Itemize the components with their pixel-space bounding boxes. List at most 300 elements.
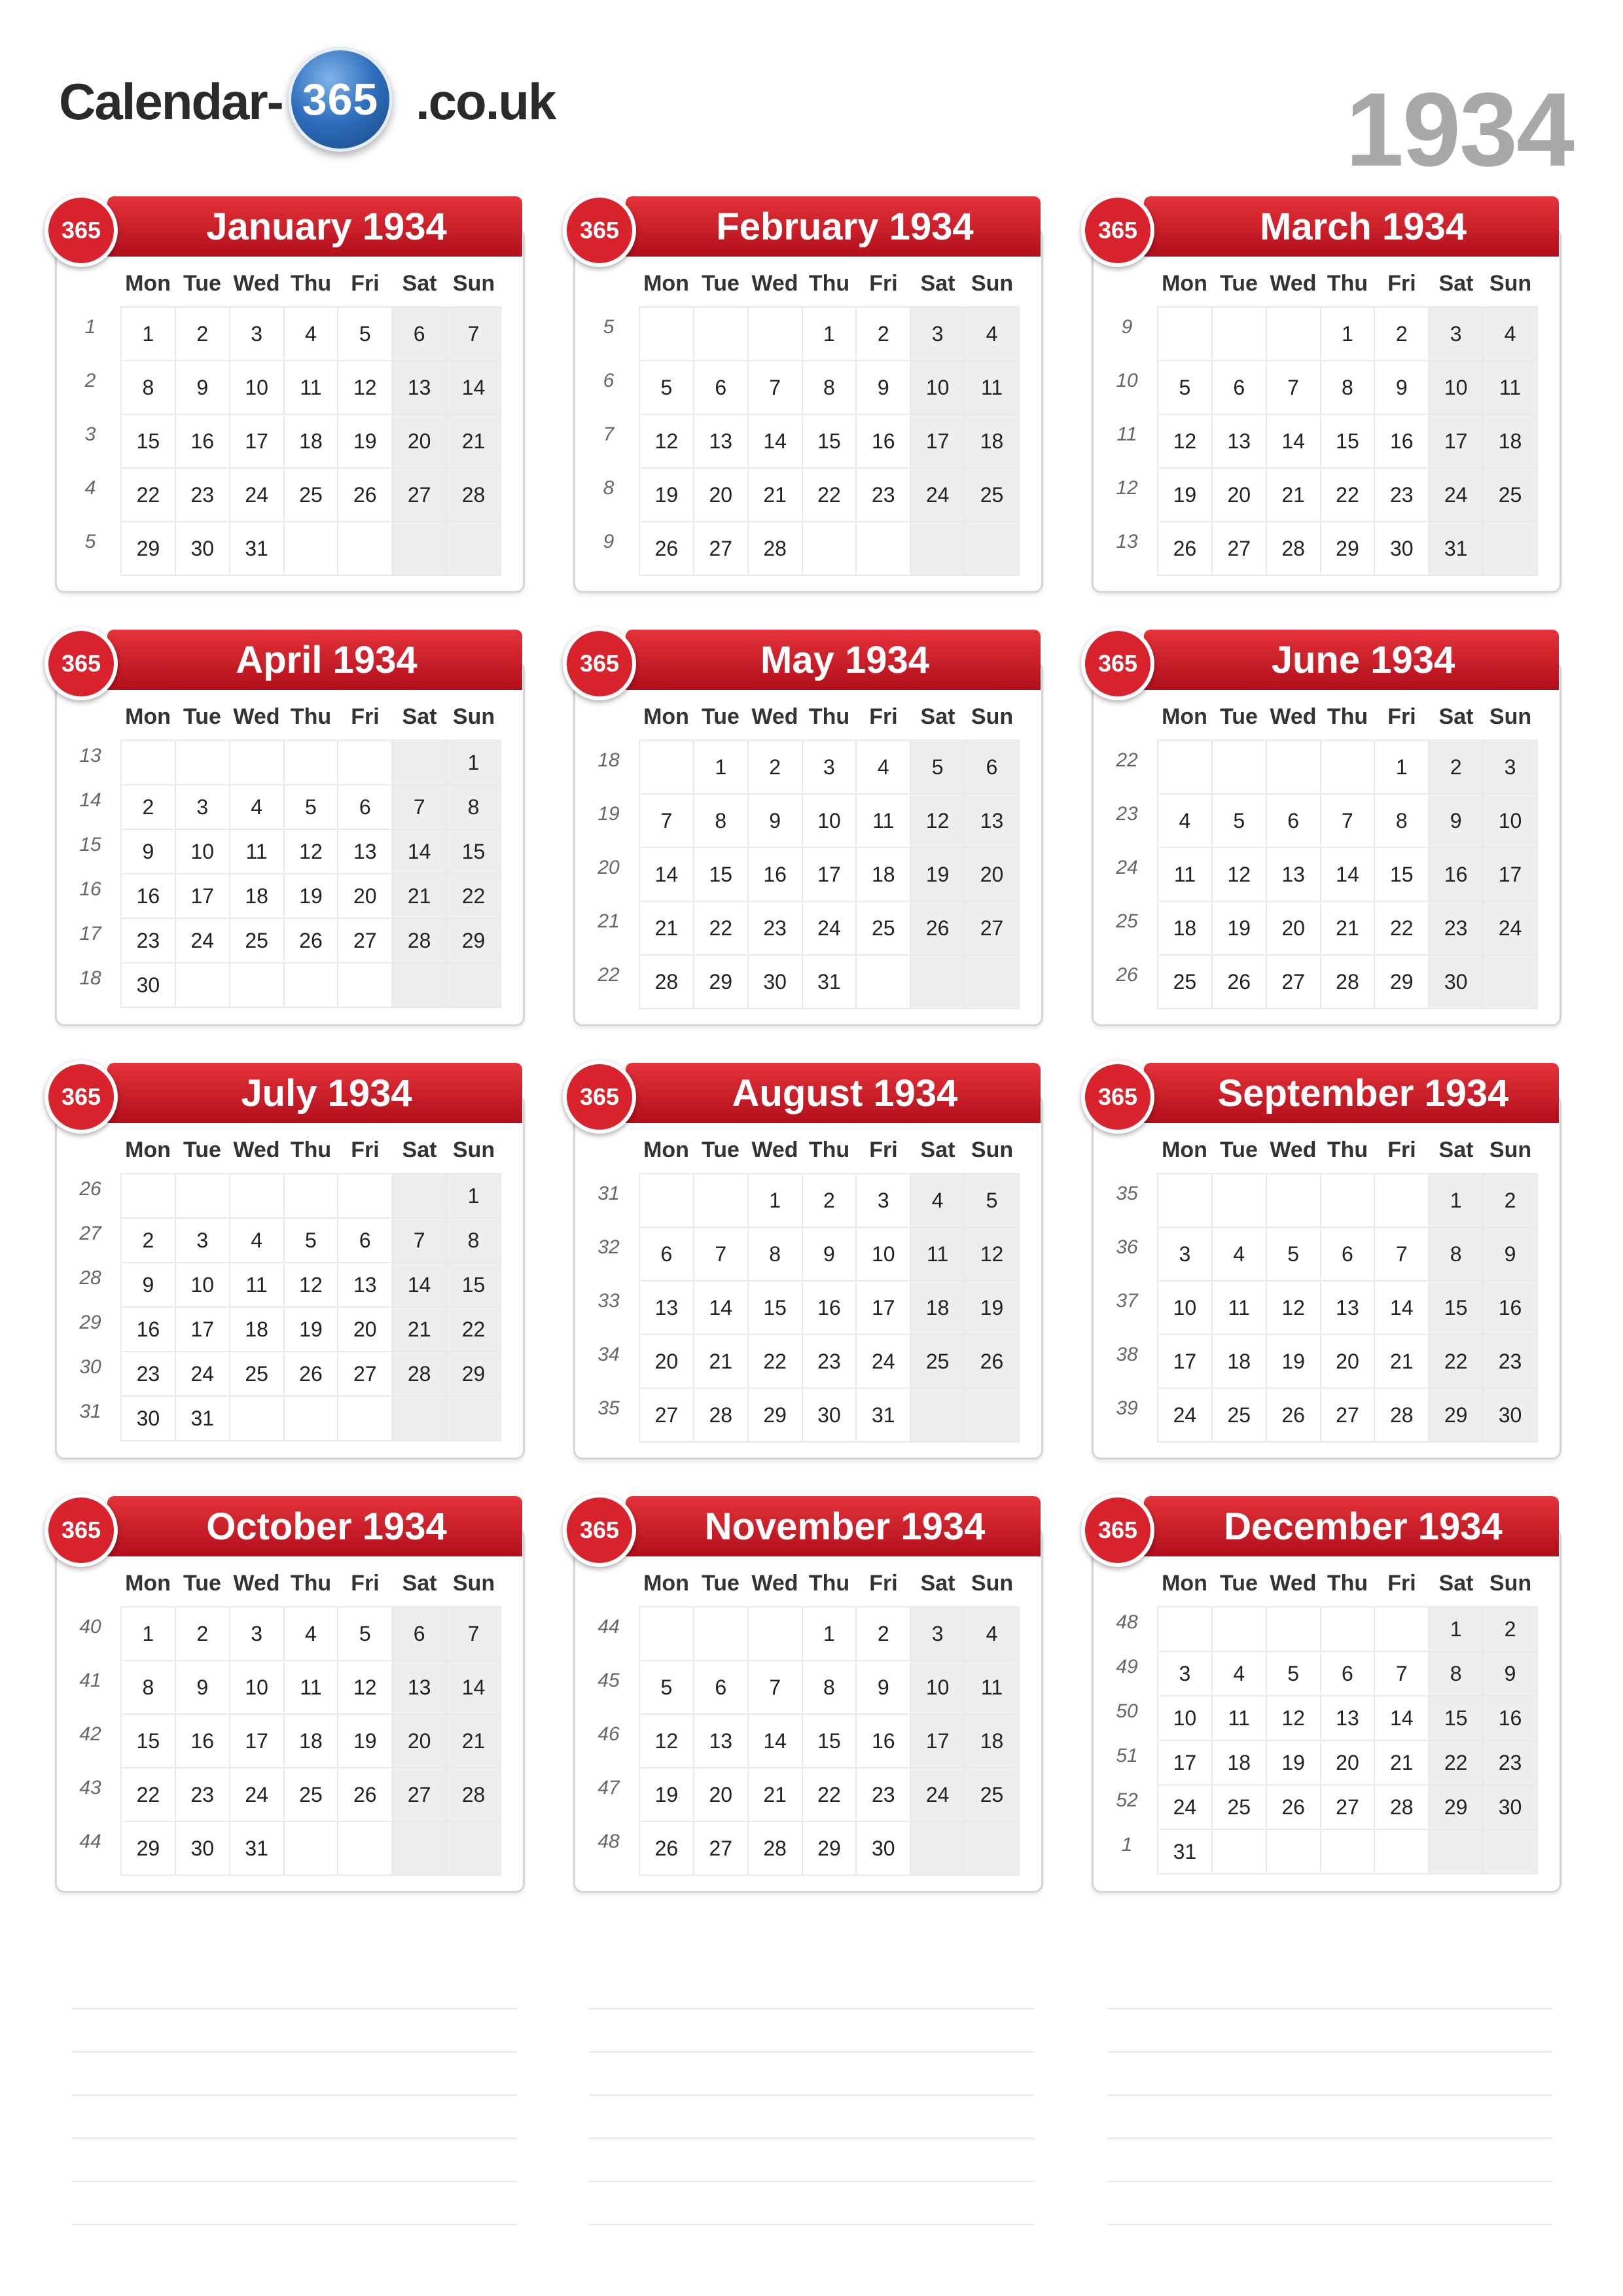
day-cell: 12 [338, 1660, 392, 1714]
day-cell: 29 [446, 1352, 501, 1396]
week-number: 42 [79, 1723, 101, 1745]
weekday-header: Tue [1220, 1138, 1258, 1162]
day-cell: 13 [1266, 848, 1321, 901]
week-number: 2 [84, 370, 96, 391]
day-cell: 18 [284, 1714, 338, 1768]
day-cell [284, 1821, 338, 1875]
day-cell: 27 [965, 901, 1019, 955]
day-cell: 25 [910, 1335, 965, 1388]
day-cell: 16 [121, 1307, 175, 1352]
day-cell [856, 522, 910, 575]
day-cell [1374, 1174, 1429, 1227]
day-cell: 26 [338, 468, 392, 522]
day-cell: 28 [392, 1352, 446, 1396]
weekday-header: Fri [1387, 271, 1416, 296]
day-cell: 9 [175, 1660, 230, 1714]
day-cell: 29 [1429, 1388, 1483, 1442]
week-row [121, 1174, 501, 1218]
week-row [121, 740, 501, 785]
day-grid [1157, 740, 1538, 1009]
weekday-header: Tue [1220, 271, 1258, 296]
week-row [639, 361, 1019, 414]
month-title: September 1934 [1144, 1063, 1559, 1123]
week-row [121, 1352, 501, 1396]
day-cell: 4 [230, 1218, 284, 1263]
day-cell: 16 [1483, 1696, 1537, 1740]
month-title: January 1934 [107, 196, 522, 257]
day-grid [120, 306, 501, 576]
month-title: October 1934 [107, 1496, 522, 1556]
weekday-header: Wed [751, 1138, 798, 1162]
day-cell: 24 [230, 1768, 284, 1821]
day-cell [392, 1396, 446, 1441]
week-row [639, 1660, 1019, 1714]
day-cell: 31 [802, 955, 857, 1009]
day-cell: 12 [338, 361, 392, 414]
weekday-header: Wed [233, 1571, 280, 1596]
day-cell: 27 [639, 1388, 694, 1442]
week-number: 4 [84, 477, 96, 499]
day-cell: 29 [802, 1821, 857, 1875]
week-number: 20 [597, 857, 620, 878]
weekday-header: Wed [1270, 1571, 1317, 1596]
day-cell: 19 [338, 1714, 392, 1768]
day-cell: 20 [694, 468, 748, 522]
month-calendar [1081, 630, 1559, 1028]
weekday-header: Mon [125, 1571, 171, 1596]
month-title: December 1934 [1144, 1496, 1559, 1556]
day-cell [392, 522, 446, 575]
day-cell: 19 [338, 414, 392, 468]
day-cell: 15 [1321, 414, 1375, 468]
week-number: 15 [79, 834, 101, 855]
day-cell: 14 [392, 1263, 446, 1307]
week-row [1158, 522, 1537, 575]
notes-lines-1 [72, 2008, 517, 2267]
weekday-header: Wed [1270, 271, 1317, 296]
day-cell: 8 [1429, 1227, 1483, 1281]
day-cell: 15 [1429, 1696, 1483, 1740]
day-cell: 12 [284, 829, 338, 874]
weekday-header: Mon [643, 1571, 689, 1596]
day-cell: 25 [965, 468, 1019, 522]
day-cell: 14 [639, 848, 694, 901]
weekday-header: Thu [290, 704, 332, 729]
day-cell: 12 [284, 1263, 338, 1307]
day-cell: 31 [1429, 522, 1483, 575]
day-cell: 22 [1429, 1740, 1483, 1785]
week-number: 26 [79, 1178, 101, 1200]
week-row [1158, 468, 1537, 522]
weekday-header: Wed [1270, 704, 1317, 729]
day-cell: 27 [338, 918, 392, 963]
week-number: 44 [597, 1616, 620, 1638]
day-cell [446, 522, 501, 575]
day-grid [639, 306, 1020, 576]
weekday-header: Tue [1220, 704, 1258, 729]
day-cell: 27 [1212, 522, 1266, 575]
weekday-header: Mon [643, 704, 689, 729]
week-row [121, 522, 501, 575]
week-number: 48 [597, 1831, 620, 1852]
day-grid [639, 1173, 1020, 1443]
week-number: 16 [79, 878, 101, 900]
week-row [121, 414, 501, 468]
week-number: 30 [79, 1356, 101, 1378]
day-cell: 15 [446, 1263, 501, 1307]
week-row [1158, 794, 1537, 848]
day-cell: 10 [910, 361, 965, 414]
day-cell: 8 [121, 1660, 175, 1714]
day-cell [1374, 1829, 1429, 1874]
day-cell: 22 [121, 468, 175, 522]
day-cell: 26 [1212, 955, 1266, 1009]
day-cell: 18 [230, 1307, 284, 1352]
week-row [121, 361, 501, 414]
week-number: 9 [1121, 316, 1133, 338]
week-row [1158, 1335, 1537, 1388]
day-cell: 22 [1321, 468, 1375, 522]
weekday-header: Thu [1327, 704, 1368, 729]
day-cell: 23 [1374, 468, 1429, 522]
day-cell [392, 1174, 446, 1218]
weekday-header: Wed [233, 704, 280, 729]
week-number: 43 [79, 1777, 101, 1799]
day-cell: 8 [446, 785, 501, 829]
day-cell: 3 [910, 1607, 965, 1660]
day-cell [748, 307, 802, 361]
day-cell: 12 [965, 1227, 1019, 1281]
day-grid [120, 1173, 501, 1441]
day-cell [1266, 1607, 1321, 1651]
day-cell: 22 [446, 874, 501, 918]
day-cell: 12 [1266, 1696, 1321, 1740]
day-cell: 5 [284, 1218, 338, 1263]
day-cell: 26 [1266, 1785, 1321, 1829]
day-cell: 30 [1483, 1785, 1537, 1829]
weekday-header: Thu [1327, 1138, 1368, 1162]
day-cell: 10 [1483, 794, 1537, 848]
day-cell [1266, 307, 1321, 361]
day-cell: 1 [121, 1607, 175, 1660]
weekday-header: Tue [183, 704, 221, 729]
week-number: 47 [597, 1777, 620, 1799]
day-cell: 30 [1374, 522, 1429, 575]
week-row [639, 1281, 1019, 1335]
weekday-header: Sun [452, 1571, 495, 1596]
month-calendar [563, 1496, 1041, 1894]
day-cell: 27 [392, 1768, 446, 1821]
weekday-header: Fri [869, 271, 898, 296]
day-cell [392, 963, 446, 1007]
day-cell: 9 [802, 1227, 857, 1281]
weekday-header: Tue [183, 271, 221, 296]
week-row [121, 1218, 501, 1263]
day-cell: 23 [175, 468, 230, 522]
badge-365-icon: 365 [45, 1060, 118, 1134]
day-cell [965, 1821, 1019, 1875]
day-cell: 24 [175, 1352, 230, 1396]
day-cell: 7 [748, 1660, 802, 1714]
day-cell [1158, 1174, 1212, 1227]
badge-365-icon: 365 [563, 1494, 636, 1567]
month-title: June 1934 [1144, 630, 1559, 690]
day-cell [392, 1821, 446, 1875]
day-cell: 4 [1158, 794, 1212, 848]
week-number: 48 [1116, 1611, 1138, 1633]
day-cell: 12 [639, 1714, 694, 1768]
weekday-header: Sat [1438, 704, 1474, 729]
day-cell: 5 [910, 740, 965, 794]
weekday-header: Fri [351, 1571, 380, 1596]
day-cell: 18 [230, 874, 284, 918]
day-cell: 2 [1483, 1607, 1537, 1651]
notes-lines-2 [589, 2008, 1034, 2267]
day-cell: 11 [965, 361, 1019, 414]
day-cell: 4 [910, 1174, 965, 1227]
day-cell: 20 [965, 848, 1019, 901]
day-cell: 25 [230, 918, 284, 963]
weekday-header: Fri [1387, 1571, 1416, 1596]
weekday-header: Thu [290, 271, 332, 296]
day-cell [1483, 1829, 1537, 1874]
day-cell: 20 [1321, 1335, 1375, 1388]
week-number: 51 [1116, 1745, 1138, 1767]
day-cell: 6 [639, 1227, 694, 1281]
day-cell: 7 [1374, 1227, 1429, 1281]
week-number: 26 [1116, 964, 1138, 986]
week-number: 6 [603, 370, 615, 391]
day-cell: 29 [121, 1821, 175, 1875]
weekday-header: Mon [125, 271, 171, 296]
weekday-header: Sun [971, 1138, 1014, 1162]
weekday-header: Mon [643, 1138, 689, 1162]
day-cell: 3 [1429, 307, 1483, 361]
weekday-header: Sat [1438, 1138, 1474, 1162]
day-cell: 5 [1212, 794, 1266, 848]
day-cell: 16 [1429, 848, 1483, 901]
day-cell: 6 [338, 785, 392, 829]
day-cell: 22 [1374, 901, 1429, 955]
week-number: 23 [1116, 803, 1138, 825]
day-cell: 11 [1483, 361, 1537, 414]
day-cell: 11 [230, 829, 284, 874]
day-cell: 3 [1158, 1651, 1212, 1696]
day-cell [965, 955, 1019, 1009]
weekday-header: Fri [1387, 704, 1416, 729]
day-cell: 8 [121, 361, 175, 414]
day-cell: 4 [230, 785, 284, 829]
weekday-header: Fri [351, 1138, 380, 1162]
day-cell: 24 [1158, 1785, 1212, 1829]
day-cell: 28 [392, 918, 446, 963]
day-cell: 2 [856, 1607, 910, 1660]
weekday-header: Tue [702, 704, 740, 729]
day-cell: 14 [446, 361, 501, 414]
day-grid [1157, 1606, 1538, 1874]
day-cell: 29 [446, 918, 501, 963]
day-cell [338, 522, 392, 575]
weekday-header: Tue [1220, 1571, 1258, 1596]
weekday-header: Thu [808, 1138, 850, 1162]
week-number: 18 [597, 749, 620, 771]
weekday-header: Sun [1489, 1138, 1532, 1162]
week-row [1158, 1740, 1537, 1785]
day-cell: 5 [1158, 361, 1212, 414]
logo-text-right: .co.uk [416, 73, 556, 130]
week-number: 13 [1116, 531, 1138, 552]
badge-365-icon: 365 [1081, 627, 1154, 700]
day-cell [1321, 1607, 1375, 1651]
day-cell [639, 1174, 694, 1227]
day-cell: 18 [965, 414, 1019, 468]
day-cell: 27 [694, 522, 748, 575]
day-cell: 19 [965, 1281, 1019, 1335]
day-cell: 21 [446, 1714, 501, 1768]
week-row [639, 1388, 1019, 1442]
badge-365-icon: 365 [563, 1060, 636, 1134]
weekday-header: Fri [869, 1571, 898, 1596]
day-cell: 27 [338, 1352, 392, 1396]
day-cell: 14 [748, 1714, 802, 1768]
day-grid [120, 1606, 501, 1876]
day-cell: 29 [121, 522, 175, 575]
day-cell: 14 [392, 829, 446, 874]
week-row [639, 901, 1019, 955]
day-cell: 26 [639, 522, 694, 575]
weekday-header: Sat [402, 704, 437, 729]
day-cell: 8 [802, 361, 857, 414]
day-cell: 9 [121, 829, 175, 874]
day-cell: 14 [1374, 1281, 1429, 1335]
day-cell: 2 [175, 307, 230, 361]
month-title: February 1934 [626, 196, 1041, 257]
day-cell: 20 [392, 1714, 446, 1768]
day-cell: 19 [639, 468, 694, 522]
day-cell: 22 [694, 901, 748, 955]
day-cell: 3 [230, 307, 284, 361]
weekday-header: Thu [1327, 1571, 1368, 1596]
weekday-header: Wed [233, 1138, 280, 1162]
day-cell: 3 [1158, 1227, 1212, 1281]
day-cell [1212, 307, 1266, 361]
day-cell: 25 [1158, 955, 1212, 1009]
day-cell: 22 [446, 1307, 501, 1352]
day-cell [175, 1174, 230, 1218]
day-cell: 24 [230, 468, 284, 522]
day-cell: 20 [639, 1335, 694, 1388]
week-row [639, 794, 1019, 848]
weekday-header: Tue [702, 271, 740, 296]
day-cell: 10 [1158, 1281, 1212, 1335]
day-cell: 23 [856, 468, 910, 522]
day-cell: 22 [802, 468, 857, 522]
week-row [1158, 414, 1537, 468]
day-cell: 30 [121, 1396, 175, 1441]
day-cell: 5 [284, 785, 338, 829]
day-cell [639, 307, 694, 361]
day-cell: 11 [910, 1227, 965, 1281]
week-number: 10 [1116, 370, 1138, 391]
day-cell: 4 [965, 307, 1019, 361]
day-cell: 15 [1374, 848, 1429, 901]
day-cell: 26 [338, 1768, 392, 1821]
week-number: 14 [79, 789, 101, 811]
week-number: 11 [1116, 423, 1137, 445]
day-cell: 10 [175, 1263, 230, 1307]
week-row [639, 1714, 1019, 1768]
day-cell: 1 [748, 1174, 802, 1227]
day-cell: 10 [856, 1227, 910, 1281]
week-number: 1 [84, 316, 96, 338]
weekday-header: Mon [1162, 1138, 1207, 1162]
day-cell: 11 [856, 794, 910, 848]
day-cell: 26 [284, 1352, 338, 1396]
week-row [1158, 361, 1537, 414]
day-cell: 31 [1158, 1829, 1212, 1874]
month-title: May 1934 [626, 630, 1041, 690]
weekday-header: Mon [1162, 271, 1207, 296]
month-calendar [1081, 1496, 1559, 1894]
week-number: 31 [79, 1401, 101, 1422]
weekday-header: Sat [402, 271, 437, 296]
day-cell: 9 [1429, 794, 1483, 848]
day-cell [639, 1607, 694, 1660]
day-cell: 9 [121, 1263, 175, 1307]
day-cell: 19 [639, 1768, 694, 1821]
week-number: 12 [1116, 477, 1138, 499]
day-cell [694, 1607, 748, 1660]
week-row [121, 785, 501, 829]
week-number: 46 [597, 1723, 620, 1745]
day-cell: 13 [639, 1281, 694, 1335]
day-cell: 17 [1158, 1740, 1212, 1785]
day-cell: 28 [1266, 522, 1321, 575]
week-number: 34 [597, 1344, 620, 1365]
weekday-header: Mon [125, 1138, 171, 1162]
weekday-header: Fri [869, 1138, 898, 1162]
day-cell: 19 [1158, 468, 1212, 522]
week-row [1158, 1227, 1537, 1281]
week-row [1158, 740, 1537, 794]
week-number: 13 [79, 745, 101, 766]
day-cell: 17 [802, 848, 857, 901]
weekday-header: Mon [1162, 704, 1207, 729]
day-cell: 30 [175, 1821, 230, 1875]
day-cell [1321, 740, 1375, 794]
day-cell [1483, 522, 1537, 575]
day-cell: 18 [284, 414, 338, 468]
day-cell: 26 [1158, 522, 1212, 575]
day-cell: 14 [446, 1660, 501, 1714]
week-number: 41 [79, 1670, 101, 1691]
weekday-header: Sat [1438, 271, 1474, 296]
day-cell: 13 [1212, 414, 1266, 468]
badge-365-icon: 365 [1081, 1494, 1154, 1567]
week-row [1158, 1785, 1537, 1829]
badge-365-icon: 365 [563, 627, 636, 700]
weekday-header: Fri [351, 704, 380, 729]
day-cell: 21 [639, 901, 694, 955]
week-row [639, 1821, 1019, 1875]
weekday-header: Tue [702, 1138, 740, 1162]
month-calendar [563, 1063, 1041, 1461]
day-cell: 4 [1483, 307, 1537, 361]
day-cell: 25 [230, 1352, 284, 1396]
day-cell: 3 [802, 740, 857, 794]
day-cell: 25 [284, 1768, 338, 1821]
day-cell: 10 [1429, 361, 1483, 414]
